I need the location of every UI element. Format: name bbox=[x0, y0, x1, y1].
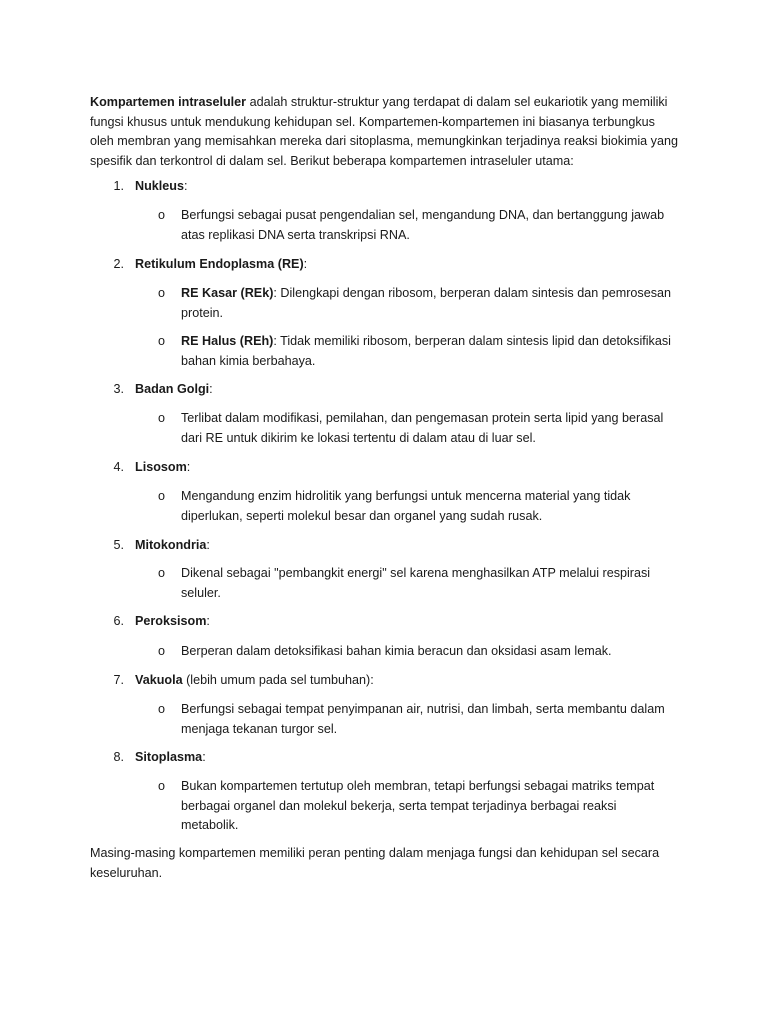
bullet-icon: o bbox=[158, 286, 166, 300]
list-item-title: Peroksisom: bbox=[135, 614, 210, 628]
list-number: 6. bbox=[113, 614, 124, 628]
bullet-icon: o bbox=[158, 489, 166, 503]
bullet-icon: o bbox=[158, 208, 166, 222]
list-item bbox=[90, 671, 680, 691]
list-item-title: Sitoplasma: bbox=[135, 750, 206, 764]
bullet-icon: o bbox=[158, 566, 166, 580]
list-number: 8. bbox=[113, 750, 124, 764]
sub-item-text: Dikenal sebagai "pembangkit energi" sel karena menghasilkan ATP melalui respirasi seluler. bbox=[181, 566, 651, 600]
bullet-icon: o bbox=[158, 411, 166, 425]
list-item bbox=[90, 612, 680, 632]
list-item bbox=[90, 458, 680, 478]
list-number: 5. bbox=[113, 538, 124, 552]
bullet-icon: o bbox=[158, 702, 166, 716]
list-item-title: Vakuola (lebih umum pada sel tumbuhan): bbox=[135, 673, 374, 687]
sub-item-text: RE Halus (REh): Tidak memiliki ribosom, berperan dalam sintesis lipid dan detoksifikasi bahan kimia berbahaya. bbox=[181, 334, 671, 368]
list-item-title: Nukleus: bbox=[135, 179, 188, 193]
closing-paragraph: Masing-masing kompartemen memiliki peran penting dalam menjaga fungsi dan kehidupan sel secara keseluruhan. bbox=[90, 846, 660, 880]
sub-item-text: Terlibat dalam modifikasi, pemilahan, dan pengemasan protein serta lipid yang berasal dari RE untuk dikirim ke lokasi tertentu di dalam atau di luar sel. bbox=[181, 411, 664, 445]
list-item bbox=[90, 255, 680, 275]
intro-term: Kompartemen intraseluler bbox=[90, 95, 247, 109]
list-item bbox=[90, 536, 680, 556]
list-number: 1. bbox=[113, 179, 124, 193]
bullet-icon: o bbox=[158, 334, 166, 348]
sub-item-text: Mengandung enzim hidrolitik yang berfungsi untuk mencerna material yang tidak diperlukan, seperti molekul besar dan organel yang sudah rusak. bbox=[181, 489, 631, 523]
sub-item-text: Berfungsi sebagai pusat pengendalian sel, mengandung DNA, dan bertanggung jawab atas replikasi DNA serta transkripsi RNA. bbox=[181, 208, 665, 242]
list-item bbox=[90, 380, 680, 400]
sub-item-text: RE Kasar (REk): Dilengkapi dengan ribosom, berperan dalam sintesis dan pemrosesan protein. bbox=[181, 286, 672, 320]
list-item bbox=[90, 748, 680, 768]
sub-item-text: Berfungsi sebagai tempat penyimpanan air, nutrisi, dan limbah, serta membantu dalam menjaga tekanan turgor sel. bbox=[181, 702, 665, 736]
bullet-icon: o bbox=[158, 779, 166, 793]
intro-text: adalah struktur-struktur yang terdapat di dalam sel eukariotik yang memiliki fungsi khusus untuk mendukung kehidupan sel. Kompartemen-kompartemen ini biasanya terbungkus oleh membran yang memisahkan mereka dari sitoplasma, memungkinkan terjadinya reaksi biokimia yang spesifik dan terkontrol di dalam sel. Berikut beberapa kompartemen intraseluler utama: bbox=[90, 95, 678, 168]
intro-paragraph bbox=[90, 93, 680, 171]
sub-item-text: Berperan dalam detoksifikasi bahan kimia beracun dan oksidasi asam lemak. bbox=[181, 644, 612, 658]
list-item-title: Mitokondria: bbox=[135, 538, 210, 552]
bullet-icon: o bbox=[158, 644, 166, 658]
list-item-title: Retikulum Endoplasma (RE): bbox=[135, 257, 308, 271]
list-item-title: Badan Golgi: bbox=[135, 382, 213, 396]
list-number: 3. bbox=[113, 382, 124, 396]
list-item bbox=[90, 177, 680, 197]
sub-item-text: Bukan kompartemen tertutup oleh membran, tetapi berfungsi sebagai matriks tempat berbagai organel dan molekul bekerja, serta tempat terjadinya berbagai reaksi metabolik. bbox=[181, 779, 655, 832]
list-number: 2. bbox=[113, 257, 124, 271]
list-number: 7. bbox=[113, 673, 124, 687]
list-item-title: Lisosom: bbox=[135, 460, 191, 474]
list-number: 4. bbox=[113, 460, 124, 474]
